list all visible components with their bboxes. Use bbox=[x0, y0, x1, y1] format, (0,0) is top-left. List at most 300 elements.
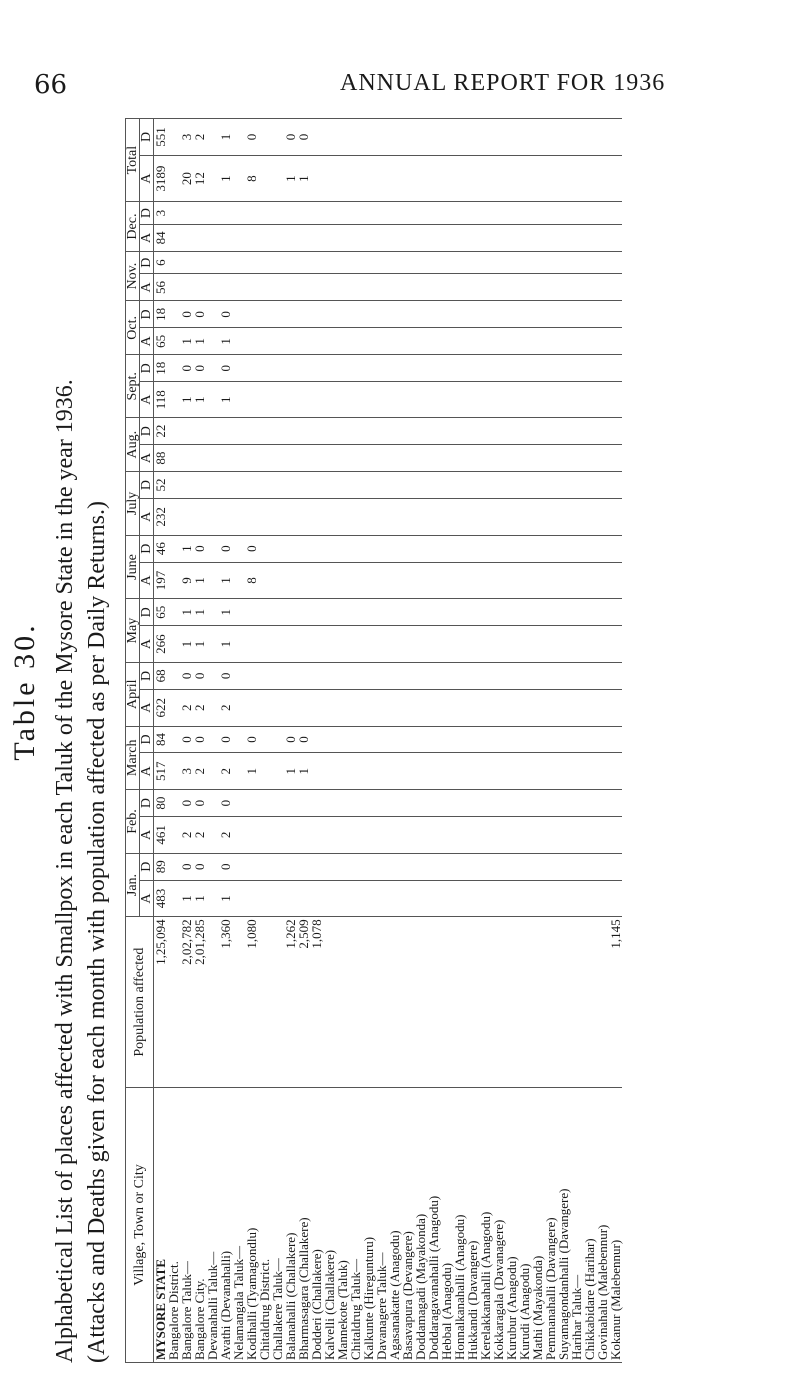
deaths-cell bbox=[583, 726, 596, 753]
attacks-cell bbox=[583, 817, 596, 854]
attacks-cell bbox=[388, 499, 401, 536]
attacks-cell bbox=[297, 689, 310, 726]
attacks-cell: 1 bbox=[180, 328, 193, 355]
deaths-cell bbox=[466, 251, 479, 274]
deaths-cell bbox=[375, 202, 388, 225]
deaths-cell bbox=[388, 853, 401, 880]
attacks-cell bbox=[414, 328, 427, 355]
deaths-cell bbox=[570, 418, 583, 445]
deaths-cell bbox=[362, 472, 375, 499]
attacks-cell bbox=[323, 499, 336, 536]
deaths-cell bbox=[427, 202, 440, 225]
attacks-cell bbox=[258, 274, 271, 301]
deaths-cell bbox=[544, 251, 557, 274]
deaths-cell bbox=[453, 418, 466, 445]
attacks-cell bbox=[401, 880, 414, 917]
attacks-cell bbox=[492, 328, 505, 355]
deaths-cell bbox=[427, 662, 440, 689]
month-header: July bbox=[126, 472, 140, 536]
attacks-cell bbox=[297, 445, 310, 472]
place-name: Kalkunte (Hiregunturu) bbox=[362, 1088, 375, 1363]
deaths-cell bbox=[479, 662, 492, 689]
deaths-cell bbox=[336, 790, 349, 817]
table-row bbox=[362, 119, 375, 1363]
deaths-cell bbox=[388, 472, 401, 499]
attacks-cell bbox=[245, 445, 258, 472]
deaths-cell bbox=[362, 301, 375, 328]
deaths-cell bbox=[570, 726, 583, 753]
attacks-cell bbox=[466, 880, 479, 917]
attacks-cell bbox=[531, 817, 544, 854]
deaths-cell bbox=[518, 119, 531, 156]
deaths-cell bbox=[427, 853, 440, 880]
deaths-cell: 0 bbox=[193, 355, 206, 382]
attacks-cell bbox=[388, 753, 401, 790]
attacks-cell bbox=[167, 274, 180, 301]
place-name: Chikkabidare (Harihar) bbox=[583, 1088, 596, 1363]
deaths-cell bbox=[271, 599, 284, 626]
attacks-cell bbox=[505, 382, 518, 418]
attacks-cell bbox=[609, 753, 622, 790]
deaths-cell bbox=[336, 662, 349, 689]
deaths-cell bbox=[297, 355, 310, 382]
deaths-cell bbox=[414, 853, 427, 880]
deaths-cell bbox=[362, 790, 375, 817]
place-name: Doddaragavanahalli (Anagodu) bbox=[427, 1088, 440, 1363]
attacks-cell bbox=[349, 224, 362, 251]
attacks-cell bbox=[518, 626, 531, 663]
deaths-cell bbox=[310, 119, 323, 156]
place-name: Agasanakatte (Anagodu) bbox=[388, 1088, 401, 1363]
attacks-cell bbox=[336, 274, 349, 301]
attacks-cell bbox=[583, 499, 596, 536]
deaths-cell bbox=[284, 301, 297, 328]
deaths-cell bbox=[583, 853, 596, 880]
attacks-cell bbox=[284, 689, 297, 726]
deaths-cell bbox=[492, 119, 505, 156]
deaths-cell bbox=[401, 599, 414, 626]
deaths-cell bbox=[440, 662, 453, 689]
place-name: Dodderi (Challakere) bbox=[310, 1088, 323, 1363]
attacks-cell bbox=[193, 499, 206, 536]
population-cell bbox=[362, 917, 375, 1088]
deaths-cell bbox=[453, 472, 466, 499]
deaths-cell bbox=[336, 119, 349, 156]
deaths-cell bbox=[427, 472, 440, 499]
deaths-cell bbox=[440, 853, 453, 880]
deaths-cell bbox=[284, 599, 297, 626]
attacks-cell bbox=[362, 328, 375, 355]
attacks-cell: 2 bbox=[219, 689, 232, 726]
deaths-cell bbox=[271, 202, 284, 225]
attacks-cell bbox=[570, 499, 583, 536]
deaths-cell bbox=[310, 790, 323, 817]
deaths-cell bbox=[531, 726, 544, 753]
attacks-cell bbox=[388, 626, 401, 663]
page-number: 66 bbox=[34, 70, 68, 100]
deaths-cell bbox=[557, 202, 570, 225]
place-name: Kokkaragala (Davanagere) bbox=[492, 1088, 505, 1363]
attacks-header: A bbox=[140, 499, 154, 536]
attacks-cell bbox=[258, 224, 271, 251]
attacks-cell bbox=[544, 274, 557, 301]
attacks-cell bbox=[505, 155, 518, 201]
attacks-cell bbox=[336, 499, 349, 536]
attacks-cell: 1 bbox=[219, 328, 232, 355]
attacks-cell bbox=[349, 753, 362, 790]
deaths-cell bbox=[271, 251, 284, 274]
deaths-cell bbox=[440, 790, 453, 817]
attacks-cell bbox=[310, 562, 323, 599]
deaths-cell bbox=[492, 535, 505, 562]
deaths-cell: 0 bbox=[180, 301, 193, 328]
deaths-cell bbox=[388, 662, 401, 689]
deaths-cell bbox=[336, 599, 349, 626]
population-cell bbox=[466, 917, 479, 1088]
deaths-cell bbox=[336, 418, 349, 445]
attacks-cell bbox=[544, 224, 557, 251]
attacks-cell bbox=[414, 382, 427, 418]
deaths-cell bbox=[401, 662, 414, 689]
attacks-cell: 483 bbox=[154, 880, 168, 917]
attacks-cell bbox=[440, 562, 453, 599]
attacks-cell bbox=[245, 274, 258, 301]
deaths-cell bbox=[180, 472, 193, 499]
deaths-cell bbox=[479, 355, 492, 382]
deaths-cell bbox=[557, 599, 570, 626]
attacks-cell: 3 bbox=[180, 753, 193, 790]
deaths-cell bbox=[453, 790, 466, 817]
attacks-cell bbox=[271, 224, 284, 251]
deaths-cell bbox=[466, 472, 479, 499]
deaths-cell bbox=[206, 418, 219, 445]
attacks-cell bbox=[453, 445, 466, 472]
attacks-cell bbox=[453, 224, 466, 251]
deaths-cell bbox=[167, 202, 180, 225]
running-head: ANNUAL REPORT FOR 1936 bbox=[340, 70, 666, 96]
deaths-cell bbox=[583, 472, 596, 499]
deaths-cell: 22 bbox=[154, 418, 168, 445]
attacks-cell bbox=[492, 880, 505, 917]
attacks-cell bbox=[258, 880, 271, 917]
deaths-cell bbox=[388, 301, 401, 328]
attacks-cell bbox=[479, 562, 492, 599]
deaths-cell bbox=[362, 251, 375, 274]
attacks-cell bbox=[453, 817, 466, 854]
attacks-cell bbox=[258, 328, 271, 355]
month-header: Sept. bbox=[126, 355, 140, 418]
attacks-cell bbox=[479, 274, 492, 301]
deaths-cell bbox=[310, 726, 323, 753]
deaths-cell bbox=[609, 472, 622, 499]
attacks-cell bbox=[401, 224, 414, 251]
deaths-cell bbox=[310, 202, 323, 225]
attacks-cell bbox=[518, 562, 531, 599]
deaths-cell bbox=[505, 202, 518, 225]
attacks-cell bbox=[544, 689, 557, 726]
deaths-cell bbox=[349, 853, 362, 880]
attacks-cell bbox=[453, 562, 466, 599]
deaths-cell bbox=[323, 119, 336, 156]
attacks-cell bbox=[596, 562, 609, 599]
attacks-cell bbox=[284, 562, 297, 599]
attacks-cell bbox=[518, 753, 531, 790]
attacks-cell bbox=[492, 274, 505, 301]
deaths-cell bbox=[401, 251, 414, 274]
attacks-cell: 1 bbox=[180, 626, 193, 663]
attacks-cell bbox=[427, 328, 440, 355]
deaths-cell: 1 bbox=[193, 599, 206, 626]
attacks-cell bbox=[375, 274, 388, 301]
attacks-cell bbox=[362, 880, 375, 917]
attacks-cell bbox=[414, 274, 427, 301]
deaths-cell: 0 bbox=[193, 790, 206, 817]
deaths-cell: 0 bbox=[193, 853, 206, 880]
attacks-cell bbox=[414, 155, 427, 201]
deaths-cell bbox=[518, 790, 531, 817]
deaths-cell bbox=[362, 202, 375, 225]
attacks-cell bbox=[310, 817, 323, 854]
deaths-cell bbox=[440, 535, 453, 562]
deaths-cell bbox=[518, 726, 531, 753]
deaths-header: D bbox=[140, 202, 154, 225]
deaths-cell bbox=[323, 662, 336, 689]
deaths-cell bbox=[492, 301, 505, 328]
deaths-cell bbox=[258, 418, 271, 445]
attacks-cell bbox=[310, 274, 323, 301]
deaths-cell bbox=[427, 355, 440, 382]
attacks-cell bbox=[310, 689, 323, 726]
attacks-cell bbox=[336, 155, 349, 201]
attacks-cell bbox=[596, 626, 609, 663]
attacks-cell bbox=[245, 224, 258, 251]
attacks-cell bbox=[427, 445, 440, 472]
attacks-cell bbox=[492, 155, 505, 201]
attacks-cell bbox=[336, 880, 349, 917]
attacks-cell bbox=[401, 328, 414, 355]
deaths-cell bbox=[232, 418, 245, 445]
attacks-cell bbox=[310, 499, 323, 536]
deaths-cell bbox=[427, 119, 440, 156]
attacks-cell bbox=[375, 626, 388, 663]
deaths-cell bbox=[570, 853, 583, 880]
deaths-cell bbox=[388, 599, 401, 626]
place-name: Hebbal (Anagodu) bbox=[440, 1088, 453, 1363]
deaths-cell bbox=[596, 662, 609, 689]
attacks-cell bbox=[232, 817, 245, 854]
attacks-cell bbox=[167, 499, 180, 536]
place-name: Kurubur (Anagodu) bbox=[505, 1088, 518, 1363]
attacks-cell bbox=[557, 626, 570, 663]
deaths-cell: 0 bbox=[245, 119, 258, 156]
population-cell: 1,262 bbox=[284, 917, 297, 1088]
deaths-cell bbox=[609, 599, 622, 626]
deaths-cell bbox=[492, 853, 505, 880]
deaths-cell bbox=[375, 726, 388, 753]
attacks-cell bbox=[206, 224, 219, 251]
table-row bbox=[479, 119, 492, 1363]
deaths-cell: 18 bbox=[154, 301, 168, 328]
deaths-cell bbox=[310, 535, 323, 562]
attacks-cell bbox=[336, 562, 349, 599]
deaths-cell bbox=[557, 418, 570, 445]
attacks-cell bbox=[466, 274, 479, 301]
population-cell: 1,360 bbox=[219, 917, 232, 1088]
attacks-cell bbox=[375, 328, 388, 355]
attacks-cell bbox=[414, 753, 427, 790]
place-name: Pemmanahalli (Davangere) bbox=[544, 1088, 557, 1363]
attacks-cell bbox=[609, 689, 622, 726]
population-cell bbox=[349, 917, 362, 1088]
attacks-cell bbox=[609, 224, 622, 251]
deaths-cell bbox=[479, 535, 492, 562]
deaths-cell bbox=[544, 418, 557, 445]
attacks-cell bbox=[518, 155, 531, 201]
attacks-cell bbox=[349, 499, 362, 536]
deaths-cell bbox=[414, 599, 427, 626]
deaths-cell bbox=[609, 119, 622, 156]
deaths-cell bbox=[349, 355, 362, 382]
attacks-cell: 1 bbox=[193, 562, 206, 599]
deaths-cell bbox=[414, 301, 427, 328]
deaths-cell: 46 bbox=[154, 535, 168, 562]
deaths-cell bbox=[388, 202, 401, 225]
attacks-cell bbox=[375, 224, 388, 251]
deaths-cell bbox=[245, 853, 258, 880]
deaths-cell bbox=[258, 119, 271, 156]
population-cell bbox=[544, 917, 557, 1088]
attacks-cell bbox=[596, 689, 609, 726]
deaths-cell: 0 bbox=[180, 662, 193, 689]
deaths-cell bbox=[453, 599, 466, 626]
attacks-cell bbox=[596, 445, 609, 472]
deaths-cell bbox=[544, 472, 557, 499]
attacks-cell bbox=[362, 753, 375, 790]
place-name: MYSORE STATE bbox=[154, 1088, 168, 1363]
attacks-cell bbox=[609, 155, 622, 201]
deaths-cell bbox=[258, 726, 271, 753]
attacks-cell bbox=[544, 880, 557, 917]
deaths-cell bbox=[401, 301, 414, 328]
deaths-cell bbox=[401, 202, 414, 225]
attacks-cell bbox=[297, 274, 310, 301]
deaths-cell bbox=[284, 202, 297, 225]
deaths-cell bbox=[297, 202, 310, 225]
table-row bbox=[154, 119, 168, 1363]
attacks-cell bbox=[544, 382, 557, 418]
attacks-cell: 1 bbox=[180, 880, 193, 917]
deaths-cell bbox=[388, 119, 401, 156]
attacks-cell bbox=[258, 382, 271, 418]
population-cell bbox=[440, 917, 453, 1088]
deaths-cell bbox=[466, 662, 479, 689]
attacks-cell: 1 bbox=[193, 880, 206, 917]
population-cell bbox=[583, 917, 596, 1088]
deaths-cell bbox=[518, 301, 531, 328]
deaths-cell: 0 bbox=[180, 853, 193, 880]
table-row bbox=[193, 119, 206, 1363]
deaths-cell bbox=[440, 251, 453, 274]
attacks-cell bbox=[401, 155, 414, 201]
deaths-cell bbox=[349, 418, 362, 445]
deaths-cell bbox=[466, 535, 479, 562]
attacks-cell bbox=[583, 626, 596, 663]
attacks-cell bbox=[466, 626, 479, 663]
deaths-cell bbox=[570, 599, 583, 626]
deaths-cell bbox=[323, 599, 336, 626]
attacks-cell bbox=[609, 274, 622, 301]
attacks-header: A bbox=[140, 562, 154, 599]
place-name: Suyamagondanhalli (Davangere) bbox=[557, 1088, 570, 1363]
deaths-cell: 0 bbox=[193, 535, 206, 562]
deaths-cell bbox=[479, 301, 492, 328]
deaths-cell bbox=[401, 355, 414, 382]
deaths-cell bbox=[427, 251, 440, 274]
attacks-cell: 2 bbox=[219, 817, 232, 854]
table-row bbox=[414, 119, 427, 1363]
deaths-cell bbox=[518, 472, 531, 499]
attacks-cell bbox=[466, 382, 479, 418]
deaths-cell: 6 bbox=[154, 251, 168, 274]
attacks-cell bbox=[401, 626, 414, 663]
deaths-cell: 52 bbox=[154, 472, 168, 499]
month-header: Feb. bbox=[126, 790, 140, 854]
attacks-cell bbox=[531, 562, 544, 599]
attacks-cell bbox=[271, 880, 284, 917]
attacks-cell bbox=[570, 328, 583, 355]
population-cell bbox=[531, 917, 544, 1088]
attacks-cell bbox=[414, 445, 427, 472]
attacks-cell bbox=[518, 817, 531, 854]
deaths-cell bbox=[453, 301, 466, 328]
deaths-cell bbox=[258, 853, 271, 880]
deaths-cell bbox=[583, 535, 596, 562]
attacks-cell bbox=[479, 224, 492, 251]
deaths-cell bbox=[531, 202, 544, 225]
attacks-cell bbox=[531, 689, 544, 726]
attacks-cell bbox=[492, 817, 505, 854]
attacks-cell bbox=[492, 224, 505, 251]
attacks-cell bbox=[440, 499, 453, 536]
deaths-cell bbox=[505, 301, 518, 328]
deaths-cell bbox=[180, 251, 193, 274]
deaths-cell bbox=[557, 355, 570, 382]
deaths-cell bbox=[440, 119, 453, 156]
deaths-cell bbox=[479, 119, 492, 156]
table-row bbox=[544, 119, 557, 1363]
place-name: Kodihalli (Tyamagondlu) bbox=[245, 1088, 258, 1363]
deaths-cell bbox=[479, 790, 492, 817]
deaths-cell bbox=[401, 535, 414, 562]
attacks-cell bbox=[258, 562, 271, 599]
deaths-cell bbox=[583, 202, 596, 225]
attacks-cell bbox=[362, 562, 375, 599]
attacks-cell bbox=[570, 224, 583, 251]
deaths-cell bbox=[440, 726, 453, 753]
deaths-header: D bbox=[140, 726, 154, 753]
attacks-cell bbox=[570, 880, 583, 917]
attacks-cell bbox=[193, 445, 206, 472]
attacks-cell bbox=[336, 626, 349, 663]
deaths-cell bbox=[375, 418, 388, 445]
deaths-cell bbox=[375, 355, 388, 382]
attacks-cell bbox=[336, 753, 349, 790]
deaths-cell bbox=[362, 418, 375, 445]
deaths-cell: 3 bbox=[154, 202, 168, 225]
attacks-cell bbox=[349, 562, 362, 599]
deaths-cell bbox=[453, 202, 466, 225]
attacks-cell bbox=[336, 689, 349, 726]
